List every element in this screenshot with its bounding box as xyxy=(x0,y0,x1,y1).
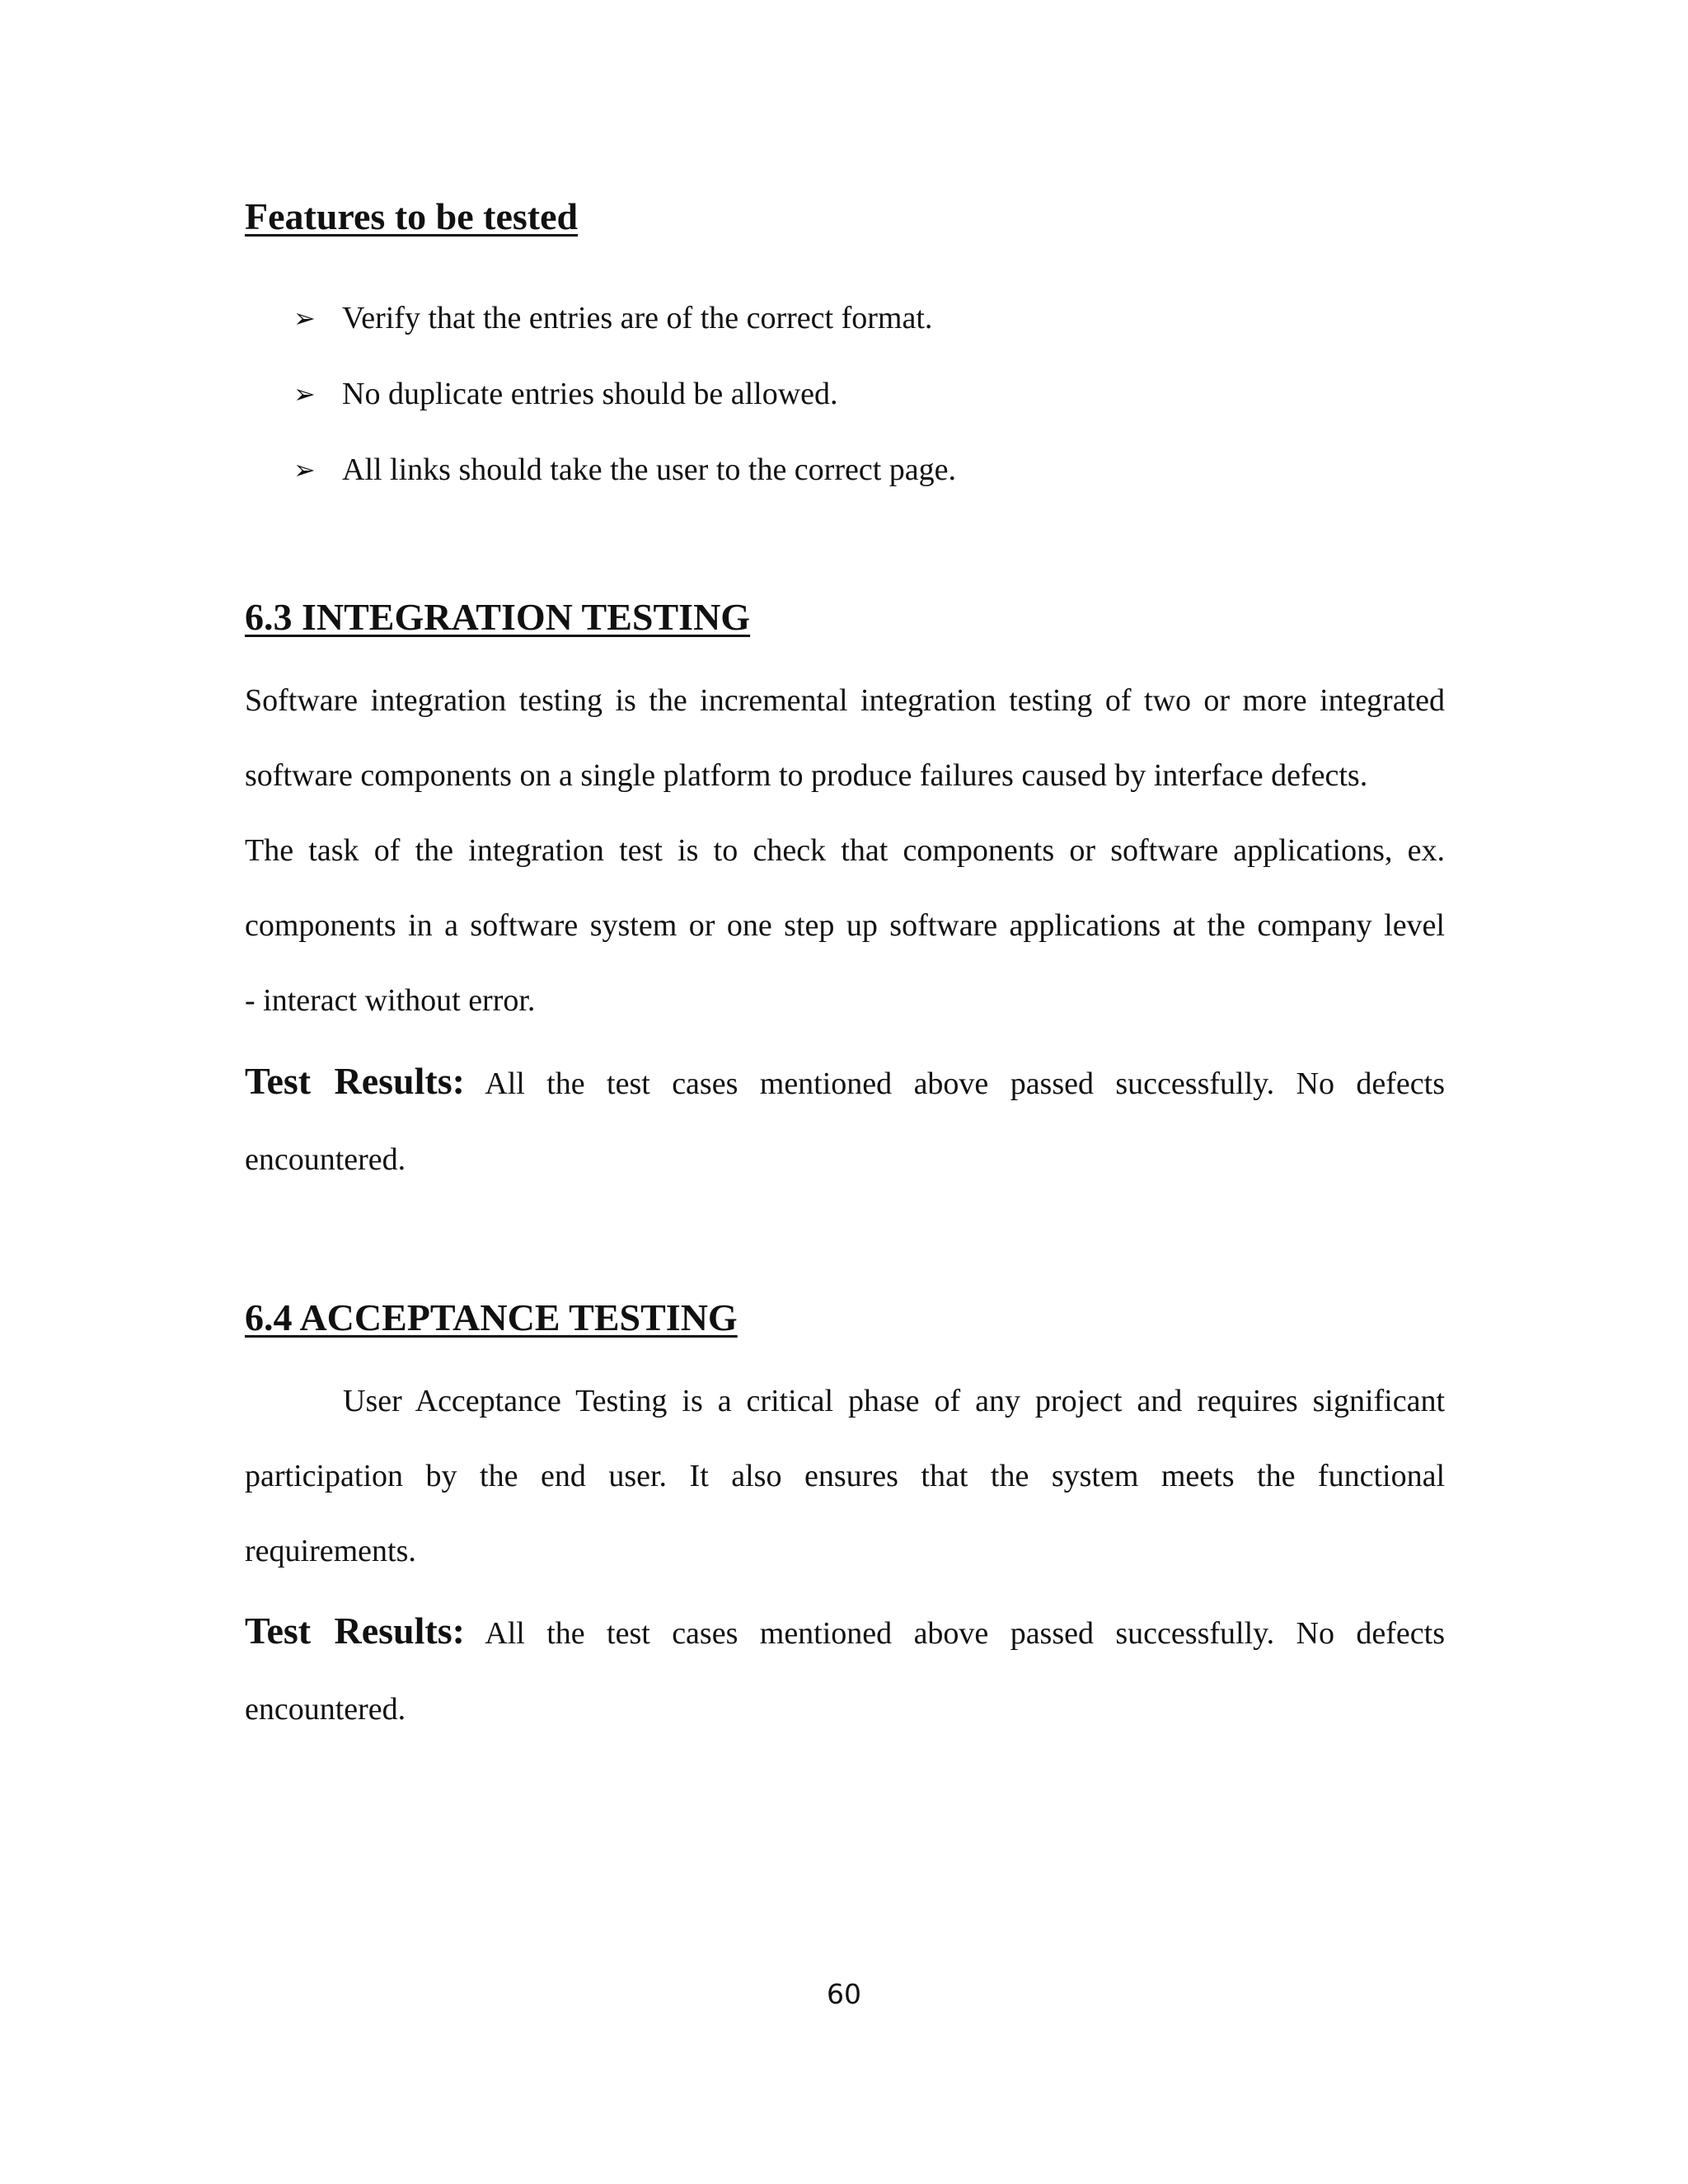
page-number: 60 xyxy=(827,1978,861,2010)
results-text-continued: encountered. xyxy=(245,1692,406,1727)
results-line xyxy=(245,1590,1445,1672)
list-item-text: All links should take the user to the correct page. xyxy=(342,452,957,487)
integration-paragraph xyxy=(245,663,1445,1038)
arrowhead-bullet-icon: ➢ xyxy=(293,302,316,334)
paragraph-line: participation by the end user. It also ensures that the system meets the functional xyxy=(245,1459,1445,1493)
paragraph-line-text: User Acceptance Testing is a critical phase of any project and requires significant xyxy=(343,1384,1445,1418)
list-item xyxy=(293,280,956,356)
acceptance-paragraph xyxy=(245,1364,1445,1589)
paragraph-line: - interact without error. xyxy=(245,983,536,1018)
acceptance-heading: 6.4 ACCEPTANCE TESTING xyxy=(245,1296,738,1338)
paragraph-line xyxy=(245,1364,1445,1439)
list-item xyxy=(293,356,956,432)
results-text: All the test cases mentioned above passed successfully. No defects xyxy=(485,1066,1445,1101)
arrowhead-bullet-icon: ➢ xyxy=(293,378,316,410)
features-list xyxy=(293,280,956,508)
results-text-continued: encountered. xyxy=(245,1142,406,1177)
arrowhead-bullet-icon: ➢ xyxy=(293,454,316,485)
results-label: Test Results: xyxy=(245,1610,465,1652)
paragraph-line: software components on a single platform to produce failures caused by interface defects. xyxy=(245,758,1368,793)
acceptance-test-results xyxy=(245,1590,1445,1747)
features-heading: Features to be tested xyxy=(245,195,579,237)
list-item xyxy=(293,432,956,508)
list-item-text: No duplicate entries should be allowed. xyxy=(342,377,838,411)
paragraph-line: components in a software system or one step up software applications at the company level xyxy=(245,908,1445,943)
results-line xyxy=(245,1040,1445,1122)
integration-test-results xyxy=(245,1040,1445,1197)
integration-heading: 6.3 INTEGRATION TESTING xyxy=(245,596,751,638)
list-item-text: Verify that the entries are of the correct format. xyxy=(342,301,933,335)
results-label: Test Results: xyxy=(245,1060,465,1102)
paragraph-line: Software integration testing is the incremental integration testing of two or more integrated xyxy=(245,683,1445,718)
results-text: All the test cases mentioned above passed successfully. No defects xyxy=(485,1616,1445,1651)
paragraph-line: requirements. xyxy=(245,1534,416,1568)
paragraph-line: The task of the integration test is to check that components or software applications, ex. xyxy=(245,833,1445,868)
